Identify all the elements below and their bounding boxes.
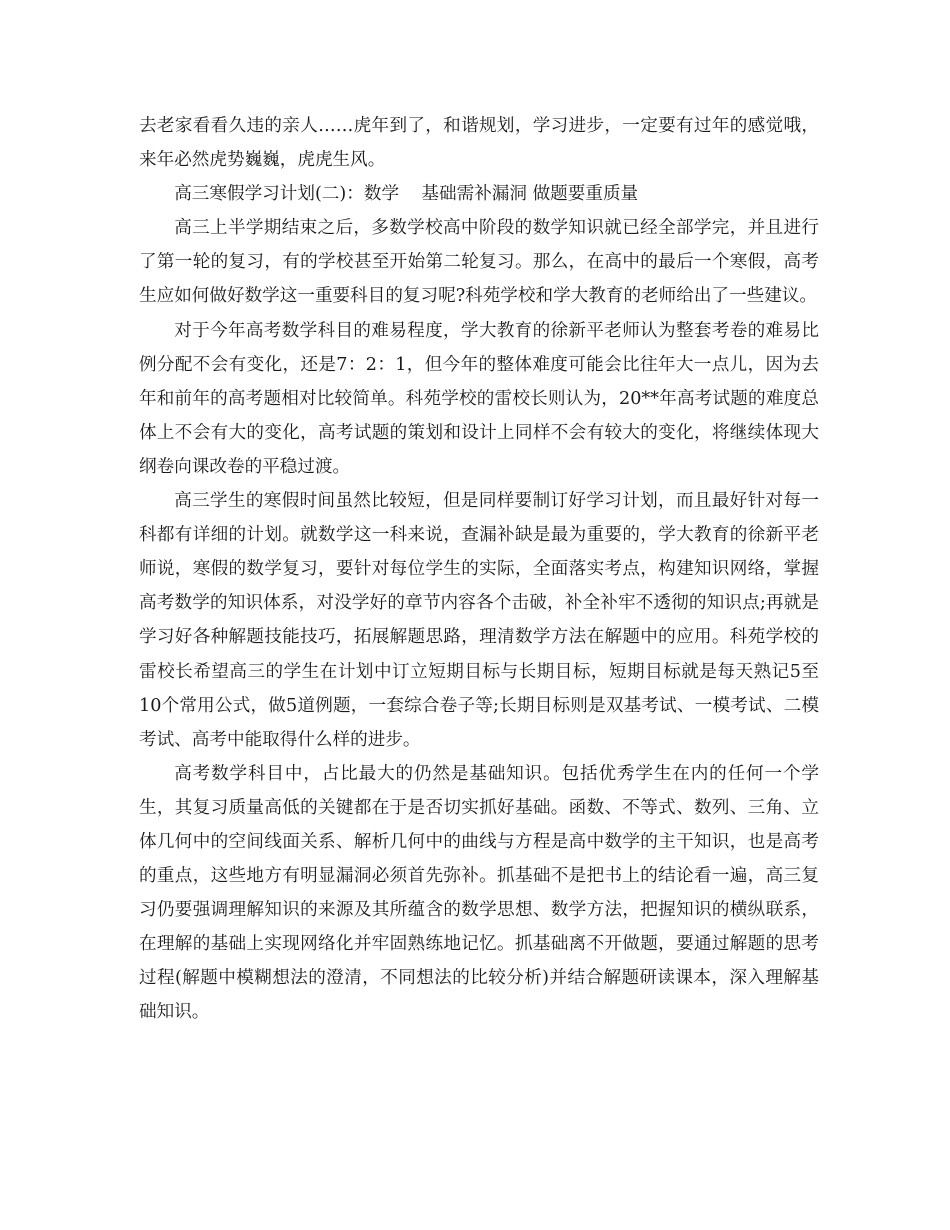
paragraph-overview: 高三上半学期结束之后，多数学校高中阶段的数学知识就已经全部学完，并且进行了第一轮的复习，有的学校甚至开始第二轮复习。那么，在高中的最后一个寒假，高考生应如何做好数学这一重要科目的复习呢?科苑学校和学大教育的老师给出了一些建议。 bbox=[139, 218, 819, 307]
paragraph-intro-continuation: 去老家看看久违的亲人……虎年到了，和谐规划，学习进步，一定要有过年的感觉哦，来年必然虎势巍巍，虎虎生风。 bbox=[139, 116, 819, 171]
document-body bbox=[139, 109, 819, 1030]
paragraph-fundamentals: 高考数学科目中，占比最大的仍然是基础知识。包括优秀学生在内的任何一个学生，其复习质量高低的关键都在于是否切实抓好基础。函数、不等式、数列、三角、立体几何中的空间线面关系、解析几何中的曲线与方程是高中数学的主干知识，也是高考的重点，这些地方有明显漏洞必须首先弥补。抓基础不是把书上的结论看一遍，高三复习仍要强调理解知识的来源及其所蕴含的数学思想、数学方法，把握知识的横纵联系，在理解的基础上实现网络化并牢固熟练地记忆。抓基础离不开做题，要通过解题的思考过程(解题中模糊想法的澄清，不同想法的比较分析)并结合解题研读课本，深入理解基础知识。 bbox=[139, 763, 819, 1023]
paragraph-difficulty: 对于今年高考数学科目的难易程度，学大教育的徐新平老师认为整套考卷的难易比例分配不会有变化，还是7：2：1，但今年的整体难度可能会比往年大一点儿，因为去年和前年的高考题相对比较简单。科苑学校的雷校长则认为，20**年高考试题的难度总体上不会有大的变化，高考试题的策划和设计上同样不会有较大的变化，将继续体现大纲卷向课改卷的平稳过渡。 bbox=[139, 320, 819, 477]
section-heading: 高三寒假学习计划(二)：数学 基础需补漏洞 做题要重质量 bbox=[174, 184, 639, 205]
paragraph-study-plan: 高三学生的寒假时间虽然比较短，但是同样要制订好学习计划，而且最好针对每一科都有详细的计划。就数学这一科来说，查漏补缺是最为重要的，学大教育的徐新平老师说，寒假的数学复习，要针对每位学生的实际，全面落实考点，构建知识网络，掌握高考数学的知识体系，对没学好的章节内容各个击破，补全补牢不透彻的知识点;再就是学习好各种解题技能技巧，拓展解题思路，理清数学方法在解题中的应用。科苑学校的雷校长希望高三的学生在计划中订立短期目标与长期目标，短期目标就是每天熟记5至10个常用公式，做5道例题，一套综合卷子等;长期目标则是双基考试、一模考试、二模考试、高考中能取得什么样的进步。 bbox=[139, 491, 819, 750]
